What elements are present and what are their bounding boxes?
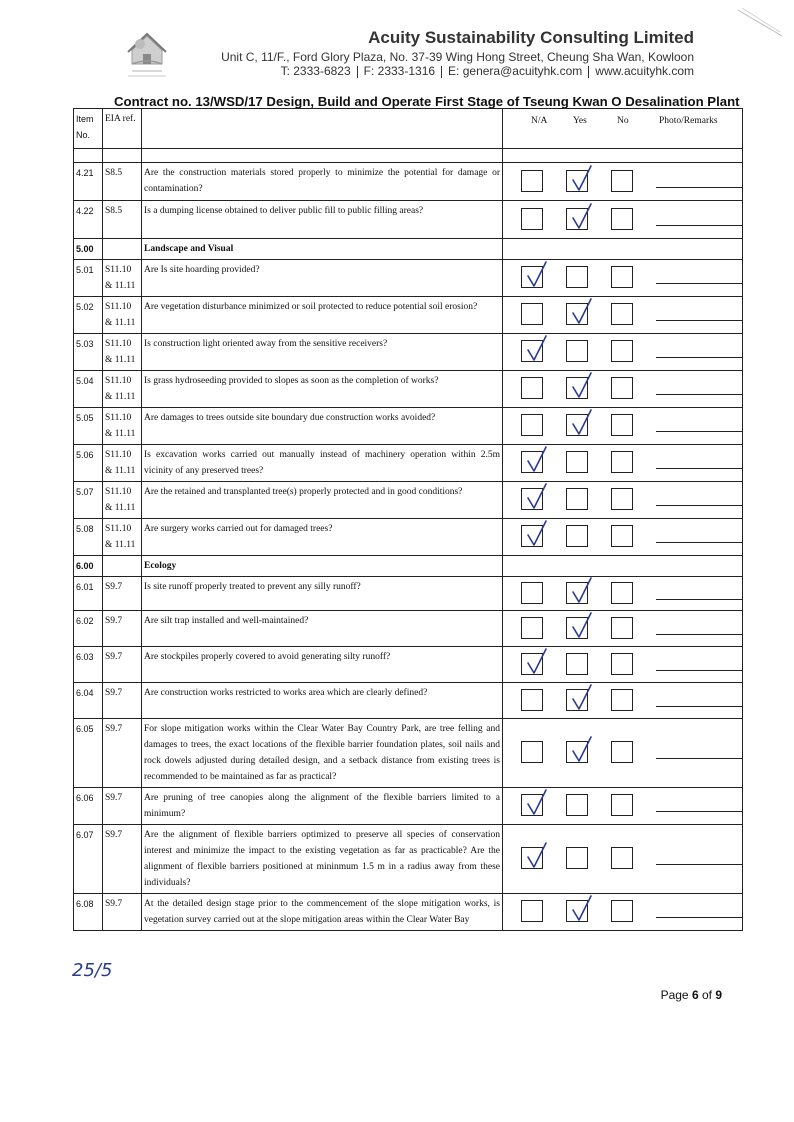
yes-checkbox[interactable] (566, 741, 588, 763)
na-checkbox[interactable] (521, 794, 543, 816)
check-description: Is excavation works carried out manually instead of machinery operation within 2.5m vicinity of any preserved trees? (142, 445, 503, 482)
no-checkbox[interactable] (611, 451, 633, 473)
page-number: Page 6 of 9 (660, 988, 722, 1002)
status-checkboxes (521, 208, 746, 232)
table-row (74, 260, 743, 297)
check-mark-icon (523, 482, 549, 512)
na-checkbox[interactable] (521, 340, 543, 362)
check-mark-icon (568, 735, 594, 765)
check-description: Are the retained and transplanted tree(s) properly protected and in good conditions? (142, 482, 503, 519)
status-cell (503, 647, 743, 683)
na-checkbox[interactable] (521, 451, 543, 473)
checklist-table (73, 108, 743, 931)
na-checkbox[interactable] (521, 488, 543, 510)
check-mark-icon (568, 576, 594, 606)
check-mark-icon (568, 297, 594, 327)
check-mark-icon (523, 445, 549, 475)
item-number: 5.02 (74, 297, 103, 334)
item-number: 6.01 (74, 577, 103, 611)
status-checkboxes (521, 170, 746, 194)
remarks-line[interactable] (656, 670, 742, 671)
na-checkbox[interactable] (521, 414, 543, 436)
yes-checkbox[interactable] (566, 617, 588, 639)
check-mark-icon (568, 611, 594, 641)
eia-ref-header: EIA ref. (103, 109, 142, 149)
section-row (74, 556, 743, 577)
table-row (74, 408, 743, 445)
no-checkbox[interactable] (611, 377, 633, 399)
na-checkbox[interactable] (521, 653, 543, 675)
check-description: Are stockpiles properly covered to avoid generating silty runoff? (142, 647, 503, 683)
yes-checkbox[interactable] (566, 794, 588, 816)
status-cell (503, 611, 743, 647)
item-number: 5.07 (74, 482, 103, 519)
acuity-logo-icon (118, 24, 176, 80)
table-row (74, 577, 743, 611)
item-number: 6.03 (74, 647, 103, 683)
check-description: Are the alignment of flexible barriers optimized to preserve all species of conservation interest and minimize the impact to the existing vegetation as far as practicable? Are the alignment of flexible barriers positioned at mininmum 1.5 m in a radius away from these individuals? (142, 825, 503, 894)
table-row (74, 334, 743, 371)
na-checkbox[interactable] (521, 525, 543, 547)
eia-ref: S11.10 & 11.11 (103, 260, 142, 297)
eia-ref: S9.7 (103, 577, 142, 611)
status-cell (503, 577, 743, 611)
status-cell (503, 334, 743, 371)
no-checkbox[interactable] (611, 266, 633, 288)
status-checkboxes (521, 266, 746, 290)
item-number: 4.22 (74, 201, 103, 239)
status-checkboxes (521, 741, 746, 765)
table-row (74, 482, 743, 519)
check-mark-icon (568, 202, 594, 232)
yes-checkbox[interactable] (566, 340, 588, 362)
status-cell (503, 519, 743, 556)
yes-checkbox[interactable] (566, 414, 588, 436)
section-title: Landscape and Visual (142, 239, 503, 260)
section-number: 6.00 (74, 556, 103, 577)
na-checkbox[interactable] (521, 900, 543, 922)
check-description: Are Is site hoarding provided? (142, 260, 503, 297)
status-cell (503, 163, 743, 201)
section-number: 5.00 (74, 239, 103, 260)
check-description: Are the construction materials stored properly to minimize the potential for damage or contamination? (142, 163, 503, 201)
status-checkboxes (521, 653, 746, 677)
eia-ref: S9.7 (103, 894, 142, 931)
no-checkbox[interactable] (611, 170, 633, 192)
yes-checkbox[interactable] (566, 653, 588, 675)
check-mark-icon (568, 371, 594, 401)
eia-ref: S9.7 (103, 825, 142, 894)
status-cell (503, 297, 743, 334)
item-number: 5.04 (74, 371, 103, 408)
status-cell (503, 445, 743, 482)
eia-ref: S11.10 & 11.11 (103, 408, 142, 445)
status-cell (503, 408, 743, 445)
status-checkboxes (521, 488, 746, 512)
remarks-line[interactable] (656, 357, 742, 358)
check-description: At the detailed design stage prior to the commencement of the slope mitigation works, is vegetation survey carried out at the slope mitigation areas within the Clear Water Bay (142, 894, 503, 931)
check-description: Are pruning of tree canopies along the alignment of the flexible barriers limited to a minimum? (142, 788, 503, 825)
status-cell (503, 719, 743, 788)
no-checkbox[interactable] (611, 847, 633, 869)
remarks-line[interactable] (656, 864, 742, 865)
yes-checkbox[interactable] (566, 488, 588, 510)
na-checkbox[interactable] (521, 170, 543, 192)
na-checkbox[interactable] (521, 266, 543, 288)
check-description: Are vegetation disturbance minimized or soil protected to reduce potential soil erosion? (142, 297, 503, 334)
company-address: Unit C, 11/F., Ford Glory Plaza, No. 37-39 Wing Hong Street, Cheung Sha Wan, Kowloon (221, 50, 694, 64)
table-row (74, 894, 743, 931)
section-row (74, 239, 743, 260)
status-cell (503, 482, 743, 519)
status-checkboxes (521, 525, 746, 549)
status-checkboxes (521, 377, 746, 401)
eia-ref: S8.5 (103, 163, 142, 201)
na-checkbox[interactable] (521, 741, 543, 763)
check-description: Are construction works restricted to works area which are clearly defined? (142, 683, 503, 719)
description-header (142, 109, 503, 149)
check-description: Are silt trap installed and well-maintained? (142, 611, 503, 647)
check-description: Is grass hydroseeding provided to slopes as soon as the completion of works? (142, 371, 503, 408)
item-number: 5.01 (74, 260, 103, 297)
no-checkbox[interactable] (611, 525, 633, 547)
yes-checkbox[interactable] (566, 303, 588, 325)
table-row (74, 647, 743, 683)
eia-ref: S11.10 & 11.11 (103, 482, 142, 519)
no-checkbox[interactable] (611, 303, 633, 325)
table-row (74, 445, 743, 482)
website-link[interactable]: www.acuityhk.com (595, 64, 694, 78)
section-title: Ecology (142, 556, 503, 577)
remarks-line[interactable] (656, 187, 742, 188)
yes-checkbox[interactable] (566, 451, 588, 473)
item-number: 5.03 (74, 334, 103, 371)
email-link[interactable]: E: genera@acuityhk.com (448, 64, 583, 78)
status-checkboxes (521, 794, 746, 818)
status-cell (503, 201, 743, 239)
check-mark-icon (568, 408, 594, 438)
remarks-line[interactable] (656, 811, 742, 812)
remarks-header: Photo/Remarks (659, 116, 718, 126)
eia-ref: S11.10 & 11.11 (103, 445, 142, 482)
item-number: 6.08 (74, 894, 103, 931)
status-checkboxes (521, 900, 746, 924)
table-spacer-row (74, 149, 743, 163)
phone: T: 2333-6823 (280, 64, 351, 78)
remarks-line[interactable] (656, 758, 742, 759)
remarks-line[interactable] (656, 225, 742, 226)
remarks-line[interactable] (656, 394, 742, 395)
item-number: 6.06 (74, 788, 103, 825)
check-description: Are damages to trees outside site boundary due construction works avoided? (142, 408, 503, 445)
item-number: 5.05 (74, 408, 103, 445)
status-checkboxes (521, 451, 746, 475)
no-checkbox[interactable] (611, 689, 633, 711)
item-no-header: Item No. (74, 109, 103, 149)
na-checkbox[interactable] (521, 582, 543, 604)
check-description: Is a dumping license obtained to deliver public fill to public filling areas? (142, 201, 503, 239)
yes-checkbox[interactable] (566, 208, 588, 230)
check-mark-icon (568, 683, 594, 713)
remarks-line[interactable] (656, 505, 742, 506)
remarks-line[interactable] (656, 431, 742, 432)
eia-ref: S9.7 (103, 647, 142, 683)
remarks-line[interactable] (656, 542, 742, 543)
yes-checkbox[interactable] (566, 525, 588, 547)
company-contacts (281, 64, 694, 78)
remarks-line[interactable] (656, 706, 742, 707)
check-description: Is site runoff properly treated to prevent any silly runoff? (142, 577, 503, 611)
check-description: Is construction light oriented away from the sensitive receivers? (142, 334, 503, 371)
eia-ref: S11.10 & 11.11 (103, 519, 142, 556)
eia-ref: S9.7 (103, 611, 142, 647)
yes-checkbox[interactable] (566, 582, 588, 604)
table-row (74, 519, 743, 556)
table-row (74, 371, 743, 408)
status-header (503, 109, 743, 149)
yes-checkbox[interactable] (566, 266, 588, 288)
item-number: 5.08 (74, 519, 103, 556)
remarks-line[interactable] (656, 634, 742, 635)
na-header: N/A (531, 116, 548, 126)
remarks-line[interactable] (656, 468, 742, 469)
table-row (74, 297, 743, 334)
no-checkbox[interactable] (611, 582, 633, 604)
no-checkbox[interactable] (611, 414, 633, 436)
status-cell (503, 683, 743, 719)
item-number: 4.21 (74, 163, 103, 201)
yes-checkbox[interactable] (566, 170, 588, 192)
no-checkbox[interactable] (611, 488, 633, 510)
yes-checkbox[interactable] (566, 900, 588, 922)
yes-checkbox[interactable] (566, 689, 588, 711)
status-checkboxes (521, 617, 746, 641)
eia-ref: S9.7 (103, 788, 142, 825)
status-checkboxes (521, 303, 746, 327)
check-description: For slope mitigation works within the Clear Water Bay Country Park, are tree felling and damages to trees, the exact locations of the flexible barrier foundation plates, soil nails and rock dowels adjusted during detailed design, and a setback distance from existing trees is recommended to be maintained as far as practical? (142, 719, 503, 788)
corner-pen-mark (736, 6, 786, 40)
remarks-line[interactable] (656, 320, 742, 321)
letterhead (0, 0, 794, 92)
eia-ref: S11.10 & 11.11 (103, 371, 142, 408)
eia-ref: S11.10 & 11.11 (103, 297, 142, 334)
na-checkbox[interactable] (521, 617, 543, 639)
status-cell (503, 260, 743, 297)
remarks-line[interactable] (656, 283, 742, 284)
eia-ref: S8.5 (103, 201, 142, 239)
na-checkbox[interactable] (521, 303, 543, 325)
na-checkbox[interactable] (521, 377, 543, 399)
status-checkboxes (521, 689, 746, 713)
no-checkbox[interactable] (611, 741, 633, 763)
yes-header: Yes (573, 116, 587, 126)
check-mark-icon (568, 164, 594, 194)
status-checkboxes (521, 582, 746, 606)
contract-title: Contract no. 13/WSD/17 Design, Build and Operate First Stage of Tseung Kwan O Desalination Plant (114, 94, 740, 109)
table-row (74, 719, 743, 788)
status-cell (503, 825, 743, 894)
check-mark-icon (523, 788, 549, 818)
yes-checkbox[interactable] (566, 847, 588, 869)
handwritten-note: 25/5 (72, 960, 113, 981)
check-mark-icon (568, 894, 594, 924)
check-mark-icon (523, 334, 549, 364)
remarks-line[interactable] (656, 917, 742, 918)
eia-ref: S9.7 (103, 683, 142, 719)
table-row (74, 825, 743, 894)
no-checkbox[interactable] (611, 794, 633, 816)
item-number: 6.05 (74, 719, 103, 788)
item-number: 6.02 (74, 611, 103, 647)
na-checkbox[interactable] (521, 208, 543, 230)
item-number: 5.06 (74, 445, 103, 482)
table-row (74, 683, 743, 719)
check-mark-icon (523, 841, 549, 871)
check-mark-icon (523, 647, 549, 677)
check-mark-icon (523, 519, 549, 549)
check-mark-icon (523, 260, 549, 290)
no-checkbox[interactable] (611, 617, 633, 639)
no-header: No (617, 116, 629, 126)
no-checkbox[interactable] (611, 900, 633, 922)
eia-ref: S11.10 & 11.11 (103, 334, 142, 371)
na-checkbox[interactable] (521, 689, 543, 711)
table-row (74, 611, 743, 647)
item-number: 6.07 (74, 825, 103, 894)
status-cell (503, 371, 743, 408)
check-description: Are surgery works carried out for damaged trees? (142, 519, 503, 556)
remarks-line[interactable] (656, 599, 742, 600)
no-checkbox[interactable] (611, 208, 633, 230)
item-number: 6.04 (74, 683, 103, 719)
table-row (74, 788, 743, 825)
status-checkboxes (521, 847, 746, 871)
status-checkboxes (521, 340, 746, 364)
fax: F: 2333-1316 (363, 64, 436, 78)
no-checkbox[interactable] (611, 340, 633, 362)
status-checkboxes (521, 414, 746, 438)
status-cell (503, 788, 743, 825)
status-cell (503, 894, 743, 931)
table-row (74, 163, 743, 201)
table-row (74, 201, 743, 239)
no-checkbox[interactable] (611, 653, 633, 675)
eia-ref: S9.7 (103, 719, 142, 788)
yes-checkbox[interactable] (566, 377, 588, 399)
na-checkbox[interactable] (521, 847, 543, 869)
table-header-row (74, 109, 743, 149)
company-name: Acuity Sustainability Consulting Limited (368, 28, 694, 47)
